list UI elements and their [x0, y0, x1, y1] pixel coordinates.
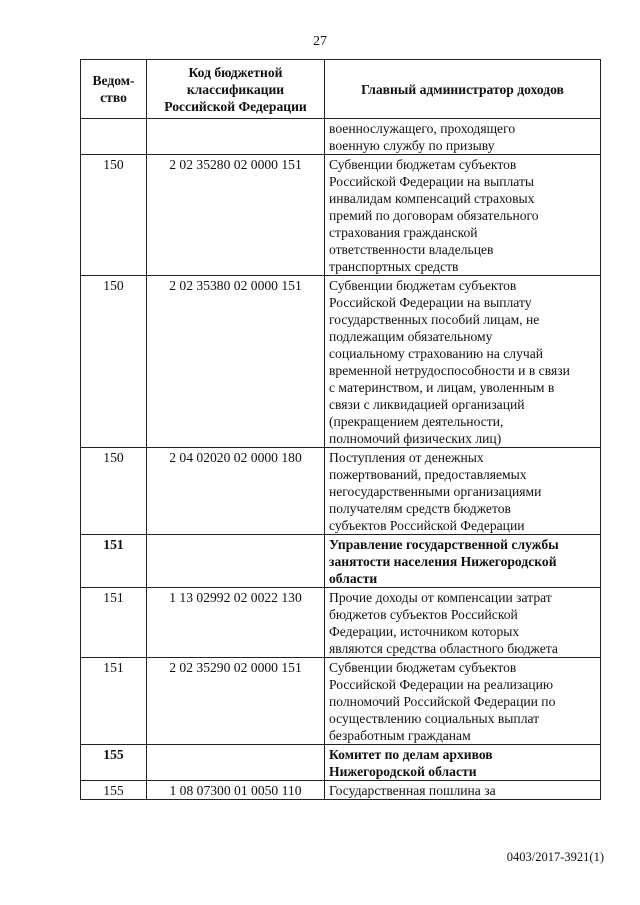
- text-line: Субвенции бюджетам субъектов: [329, 278, 517, 293]
- text-line: Ведом-: [92, 73, 135, 88]
- budget-code-cell: 1 13 02992 02 0022 130: [147, 588, 325, 658]
- dept-code-cell: 150: [81, 448, 147, 535]
- header-dept: [81, 60, 147, 119]
- text-line: Прочие доходы от компенсации затрат: [329, 590, 552, 605]
- text-line: Комитет по делам архивов: [329, 747, 493, 762]
- text-line: безработным гражданам: [329, 728, 471, 743]
- text-line: пожертвований, предоставляемых: [329, 467, 527, 482]
- dept-code-cell: 151: [81, 535, 147, 588]
- text-line: инвалидам компенсаций страховых: [329, 191, 535, 206]
- text-line: Государственная пошлина за: [329, 783, 496, 798]
- dept-code-cell: 155: [81, 745, 147, 781]
- dept-code-cell: 151: [81, 588, 147, 658]
- text-line: субъектов Российской Федерации: [329, 518, 525, 533]
- dept-code-cell: 150: [81, 155, 147, 276]
- text-line: негосударственными организациями: [329, 484, 542, 499]
- text-line: области: [329, 571, 378, 586]
- text-line: осуществлению социальных выплат: [329, 711, 540, 726]
- administrator-cell: [325, 781, 601, 800]
- text-line: ство: [100, 90, 127, 105]
- text-line: Поступления от денежных: [329, 450, 484, 465]
- header-code: [147, 60, 325, 119]
- budget-code-cell: 2 02 35380 02 0000 151: [147, 276, 325, 448]
- administrator-cell: [325, 658, 601, 745]
- text-line: с материнством, и лицам, уволенным в: [329, 380, 555, 395]
- administrator-cell: [325, 588, 601, 658]
- text-line: являются средства областного бюджета: [329, 641, 558, 656]
- text-line: Российской Федерации: [164, 98, 307, 114]
- text-line: Российской Федерации на выплаты: [329, 174, 535, 189]
- text-line: связи с ликвидацией организаций: [329, 397, 525, 412]
- administrator-cell: [325, 119, 601, 155]
- budget-code-cell: 2 02 35280 02 0000 151: [147, 155, 325, 276]
- text-line: классификации: [186, 81, 285, 97]
- dept-code-cell: 150: [81, 276, 147, 448]
- text-line: временной нетрудоспособности и в связи: [329, 363, 570, 378]
- text-line: получателям средств бюджетов: [329, 501, 511, 516]
- text-line: социальному страхованию на случай: [329, 346, 544, 361]
- administrator-cell: [325, 276, 601, 448]
- dept-code-cell: 151: [81, 658, 147, 745]
- text-line: занятости населения Нижегородской: [329, 554, 557, 569]
- document-number: 0403/2017-3921(1): [506, 850, 604, 864]
- text-line: Код бюджетной: [188, 64, 283, 80]
- text-line: Субвенции бюджетам субъектов: [329, 660, 517, 675]
- revenue-table: [80, 59, 601, 800]
- text-line: военнослужащего, проходящего: [329, 121, 516, 136]
- table-body: [81, 119, 601, 800]
- budget-code-cell: 2 04 02020 02 0000 180: [147, 448, 325, 535]
- table-row: [81, 448, 601, 535]
- text-line: Главный администратор доходов: [361, 81, 564, 97]
- table-header-row: [81, 60, 601, 119]
- table-row: [81, 588, 601, 658]
- text-line: (прекращением деятельности,: [329, 414, 504, 429]
- text-line: полномочий Российской Федерации по: [329, 694, 556, 709]
- text-line: ответственности владельцев: [329, 242, 494, 257]
- budget-code-cell: 2 02 35290 02 0000 151: [147, 658, 325, 745]
- text-line: транспортных средств: [329, 259, 459, 274]
- administrator-cell: [325, 535, 601, 588]
- text-line: Управление государственной службы: [329, 537, 559, 552]
- text-line: бюджетов субъектов Российской: [329, 607, 518, 622]
- header-admin: [325, 60, 601, 119]
- text-line: подлежащим обязательному: [329, 329, 493, 344]
- dept-code-cell: 155: [81, 781, 147, 800]
- text-line: полномочий физических лиц): [329, 431, 502, 446]
- budget-code-cell: [147, 745, 325, 781]
- page-number: 27: [313, 34, 327, 49]
- table-row: [81, 535, 601, 588]
- text-line: Субвенции бюджетам субъектов: [329, 157, 517, 172]
- budget-code-cell: 1 08 07300 01 0050 110: [147, 781, 325, 800]
- administrator-cell: [325, 155, 601, 276]
- table-row: [81, 745, 601, 781]
- table-row: [81, 276, 601, 448]
- text-line: государственных пособий лицам, не: [329, 312, 540, 327]
- budget-code-cell: [147, 535, 325, 588]
- text-line: премий по договорам обязательного: [329, 208, 539, 223]
- table-row: [81, 155, 601, 276]
- table-row: [81, 658, 601, 745]
- text-line: страхования гражданской: [329, 225, 478, 240]
- budget-code-cell: [147, 119, 325, 155]
- text-line: Нижегородской области: [329, 764, 477, 779]
- administrator-cell: [325, 448, 601, 535]
- text-line: Российской Федерации на выплату: [329, 295, 532, 310]
- text-line: Российской Федерации на реализацию: [329, 677, 554, 692]
- table-row: [81, 781, 601, 800]
- table-row: [81, 119, 601, 155]
- administrator-cell: [325, 745, 601, 781]
- text-line: Федерации, источником которых: [329, 624, 520, 639]
- text-line: военную службу по призыву: [329, 138, 495, 153]
- dept-code-cell: [81, 119, 147, 155]
